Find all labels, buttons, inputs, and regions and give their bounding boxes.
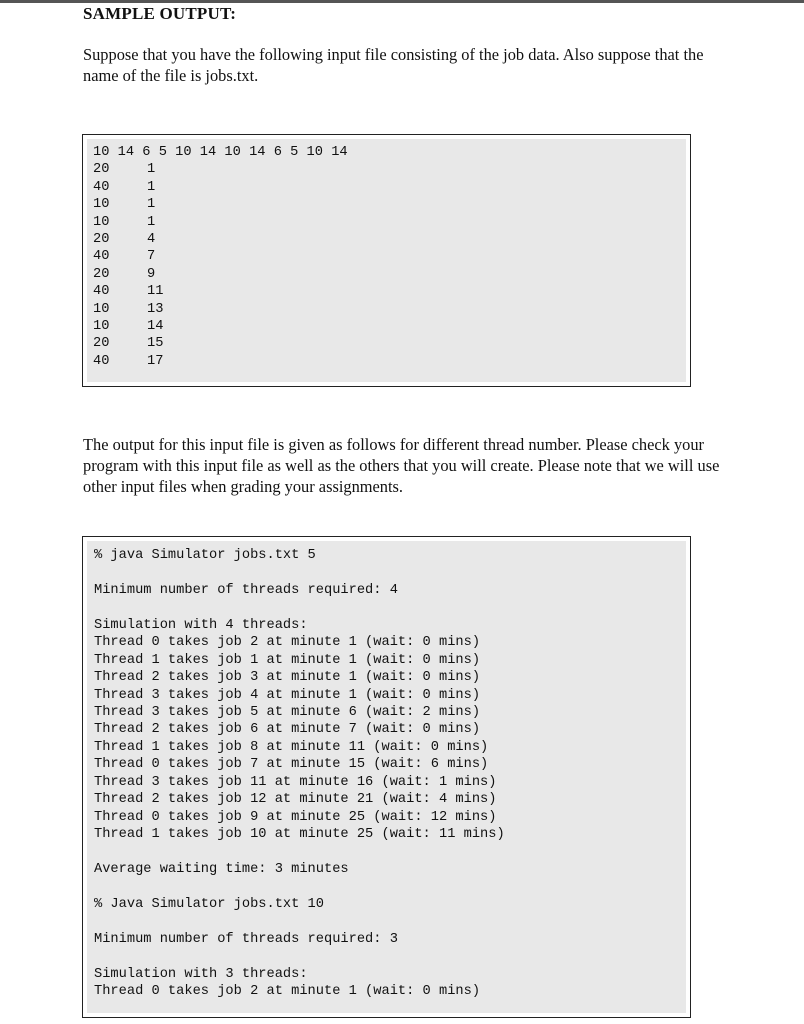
input-row-duration: 40: [93, 353, 110, 369]
output-line: Thread 0 takes job 7 at minute 15 (wait: 6 mins): [94, 757, 489, 773]
output-blank-line: [94, 564, 679, 581]
output-line: Thread 2 takes job 12 at minute 21 (wait: 4 mins): [94, 792, 497, 808]
output-line: Thread 0 takes job 9 at minute 25 (wait: 12 mins): [94, 809, 497, 825]
input-row-duration: 20: [93, 231, 110, 247]
input-row-duration: 10: [93, 214, 110, 230]
output-line: Thread 1 takes job 10 at minute 25 (wait: 11 mins): [94, 827, 505, 842]
output-content: [87, 541, 686, 1013]
output-blank-line: [94, 599, 679, 616]
input-header-line: 10 14 6 5 10 14 10 14 6 5 10 14: [93, 145, 348, 160]
output-blank-line: [94, 913, 679, 930]
output-line: Average waiting time: 3 minutes: [94, 861, 349, 877]
input-row-arrival: 13: [147, 301, 164, 317]
input-row: [93, 248, 680, 265]
input-rows: [93, 161, 680, 370]
input-row: [93, 231, 680, 248]
output-line: Thread 1 takes job 1 at minute 1 (wait: 0 mins): [94, 652, 481, 668]
output-box: [82, 536, 691, 1018]
input-row: [93, 266, 680, 283]
input-row: [93, 283, 680, 300]
input-file-content: [87, 139, 686, 382]
input-row-arrival: 4: [147, 231, 156, 247]
input-row: [93, 179, 680, 196]
output-paragraph: The output for this input file is given as follows for different thread number. Please check your program with this input file as well as the others that you will create. Please note that we will use other input files when grading your assignments.: [83, 435, 720, 496]
output-blank-line: [94, 948, 679, 965]
output-line: Thread 0 takes job 2 at minute 1 (wait: 0 mins): [94, 635, 481, 651]
input-row-arrival: 1: [147, 214, 156, 230]
input-row: [93, 318, 680, 335]
input-row: [93, 214, 680, 231]
input-row: [93, 335, 680, 352]
output-line: Thread 3 takes job 5 at minute 6 (wait: 2 mins): [94, 704, 481, 720]
input-row-arrival: 17: [147, 353, 164, 369]
output-line: Thread 3 takes job 4 at minute 1 (wait: 0 mins): [94, 687, 481, 703]
output-line: Thread 2 takes job 6 at minute 7 (wait: 0 mins): [94, 722, 481, 738]
input-row-duration: 10: [93, 318, 110, 334]
input-row-arrival: 14: [147, 318, 164, 334]
input-row-duration: 40: [93, 179, 110, 195]
input-row-duration: 20: [93, 336, 110, 352]
intro-paragraph: Suppose that you have the following input file consisting of the job data. Also suppose that the name of the file is jobs.txt.: [83, 45, 704, 85]
output-line: Thread 3 takes job 11 at minute 16 (wait: 1 mins): [94, 774, 497, 790]
output-line: Minimum number of threads required: 4: [94, 582, 398, 598]
top-border: [0, 0, 804, 3]
input-file-box: [82, 134, 691, 387]
output-blank-line: [94, 843, 679, 860]
input-row-arrival: 7: [147, 249, 156, 265]
input-row-duration: 20: [93, 266, 110, 282]
input-row-arrival: 9: [147, 266, 156, 282]
input-row-arrival: 1: [147, 197, 156, 213]
input-row-arrival: 11: [147, 284, 164, 300]
output-line: Thread 0 takes job 2 at minute 1 (wait: 0 mins): [94, 983, 481, 999]
input-row-duration: 10: [93, 197, 110, 213]
section-heading: SAMPLE OUTPUT:: [83, 4, 237, 23]
input-row: [93, 196, 680, 213]
input-row-duration: 40: [93, 249, 110, 265]
output-blank-line: [94, 878, 679, 895]
input-row-duration: 10: [93, 301, 110, 317]
output-line: Simulation with 3 threads:: [94, 966, 308, 982]
output-line: Thread 2 takes job 3 at minute 1 (wait: 0 mins): [94, 670, 481, 686]
input-row: [93, 161, 680, 178]
input-row-arrival: 1: [147, 162, 156, 178]
input-row: [93, 301, 680, 318]
input-row-duration: 20: [93, 162, 110, 178]
output-line: Simulation with 4 threads:: [94, 617, 308, 633]
output-line: Minimum number of threads required: 3: [94, 931, 398, 947]
output-line: Thread 1 takes job 8 at minute 11 (wait: 0 mins): [94, 739, 489, 755]
input-row-duration: 40: [93, 284, 110, 300]
output-line: % Java Simulator jobs.txt 10: [94, 896, 324, 912]
input-row-arrival: 15: [147, 336, 164, 352]
output-line: % java Simulator jobs.txt 5: [94, 548, 316, 563]
input-row: [93, 353, 680, 370]
input-row-arrival: 1: [147, 179, 156, 195]
